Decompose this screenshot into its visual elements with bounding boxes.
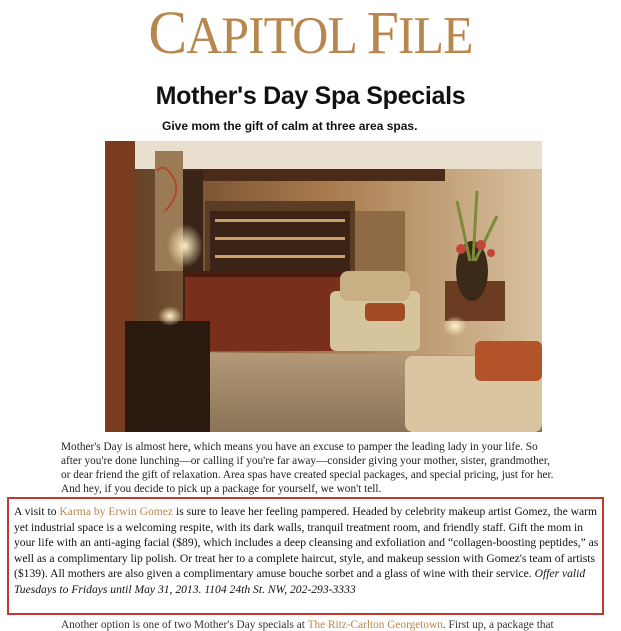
- article-headline: Mother's Day Spa Specials: [155, 82, 466, 110]
- hotel-link[interactable]: The Ritz-Carlton Georgetown: [307, 619, 443, 631]
- highlight-paragraph: A visit to Karma by Erwin Gomez is sure to leave her feeling pampered. Headed by celebrity makeup artist Gomez, the warm yet industrial space is a welcoming respite, with its dark walls, tranquil treatment room, and friendly staff. Gift the mom in your life with an anti-aging facial ($89), which includes a deep cleansing and exfoliation and “collagen-boosting peptides,” as well as a complimentary lip polish. Or treat her to a complete haircut, style, and makeup session with Gomez's team of artists ($139). All mothers are also given a complimentary amuse bouche sorbet and a glass of wine with their service. Offer valid Tuesdays to Fridays until May 31, 2013. 1104 24th St. NW, 202-293-3333: [14, 505, 599, 596]
- offer-details: Offer valid Tuesdays to Fridays until May 31, 2013. 1104 24th St. NW, 202-293-3333: [14, 567, 586, 596]
- spa-link[interactable]: Karma by Erwin Gomez: [59, 505, 174, 518]
- article-subhead: Give mom the gift of calm at three area spas.: [162, 119, 418, 133]
- cutoff-paragraph: Another option is one of two Mother's Day specials at The Ritz-Carlton Georgetown. First up, a package that: [61, 619, 554, 631]
- masthead-logo: CAPITOL FILE: [148, 0, 473, 67]
- spa-photo: [105, 141, 542, 432]
- article-intro: Mother's Day is almost here, which means you have an excuse to pamper the leading lady in your life. So after you're done lunching—or calling if you're far away—consider giving your mother, sister, grandmother, or dear friend the gift of relaxation. Area spas have created special packages, and special pricing, just for her. And hey, if you decide to pick up a package for yourself, we won't tell.: [61, 441, 554, 495]
